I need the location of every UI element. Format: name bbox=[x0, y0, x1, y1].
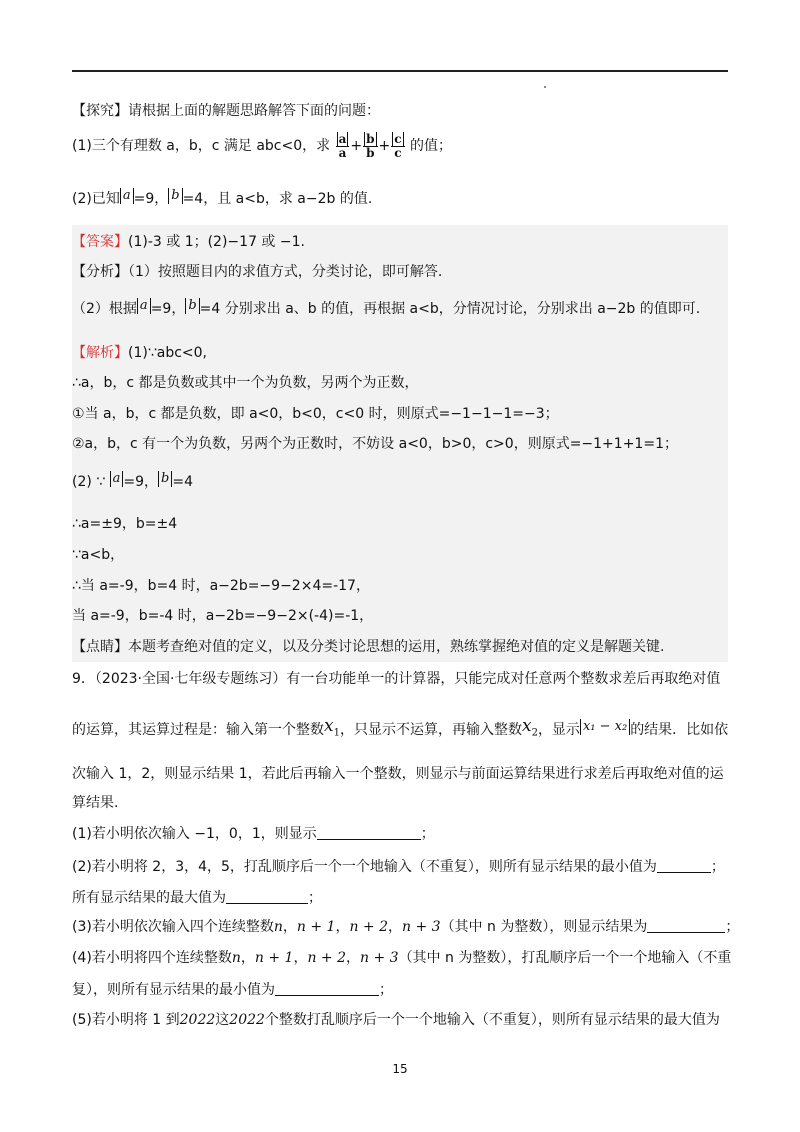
problem9-line1: 9．（2023·全国·七年级专题练习）有一台功能单一的计算器，只能完成对任意两个整数求差后再取绝对值 bbox=[72, 671, 721, 687]
abs-a: a bbox=[120, 188, 134, 204]
term-n-plus-2: n + 2 bbox=[349, 919, 388, 935]
answer-text: (1)-3 或 1；(2)−17 或 −1. bbox=[128, 234, 305, 250]
answer-blank[interactable] bbox=[226, 889, 308, 904]
fraction-c: $\frac{c}{c}$ bbox=[391, 133, 404, 160]
page-number: 15 bbox=[392, 1062, 408, 1076]
analysis-line1: 【分析】（1）按照题目内的求值方式，分类讨论，即可解答. bbox=[72, 264, 443, 280]
solution-label: 【解析】 bbox=[72, 345, 128, 361]
problem9-line2: 的运算，其运算过程是：输入第一个整数$x_1$，只显示不运算，再输入整数$x_2$，显示 x₁ − x₂ 的结果．比如依 bbox=[72, 716, 729, 739]
explore-q1 bbox=[72, 128, 452, 164]
fraction-b: $\frac{b}{b}$ bbox=[363, 133, 377, 160]
q1-tail: 的值； bbox=[410, 138, 453, 154]
answer-label: 【答案】 bbox=[72, 234, 128, 250]
problem9-q2b: 所有显示结果的最大值为 ； bbox=[72, 890, 322, 906]
problem9-q4: (4)若小明将四个连续整数n，n + 1，n + 2，n + 3（其中 n 为整数），打乱顺序后一个一个地输入（不重 bbox=[72, 950, 732, 966]
term-n-plus-3: n + 3 bbox=[360, 950, 399, 966]
abs-diff: x₁ − x₂ bbox=[580, 719, 630, 735]
solution-line2: ∴a，b，c 都是负数或其中一个为负数，另两个为正数， bbox=[72, 375, 419, 391]
solution-line8: ∴当 a=-9，b=4 时，a−2b=−9−2×4=-17， bbox=[72, 578, 370, 594]
solution-line9: 当 a=-9，b=-4 时，a−2b=−9−2×(-4)=-1， bbox=[72, 608, 374, 624]
problem9-q3: (3)若小明依次输入四个连续整数n，n + 1，n + 2，n + 3（其中 n 为整数），则显示结果为 ； bbox=[72, 919, 740, 935]
number-2022: 2022 bbox=[179, 1012, 216, 1028]
answer-blank[interactable] bbox=[647, 918, 725, 933]
problem9-line4: 算结果. bbox=[72, 795, 119, 811]
term-n-plus-1: n + 1 bbox=[296, 919, 336, 935]
explore-heading: 【探究】请根据上面的解题思路解答下面的问题： bbox=[72, 103, 380, 119]
number-2022: 2022 bbox=[229, 1012, 265, 1028]
problem9-q2: (2)若小明将 2，3，4，5，打乱顺序后一个一个地输入（不重复），则所有显示结果的最小值为 ； bbox=[72, 859, 725, 875]
var-x2: $x_2$ bbox=[521, 716, 538, 739]
abs-b: b bbox=[185, 298, 199, 314]
solution-line4: ②a，b，c 有一个为负数，另两个为正数时，不妨设 a<0，b>0，c>0，则原式=−1+1+1=1； bbox=[72, 436, 678, 452]
var-n: n bbox=[231, 950, 241, 966]
problem9-q5: (5)若小明将 1 到2022这2022个整数打乱顺序后一个一个地输入（不重复），则所有显示结果的最大值为 bbox=[72, 1012, 720, 1028]
term-n-plus-2: n + 2 bbox=[307, 950, 346, 966]
solution-line5: (2) ∵ a =9， b =4 bbox=[72, 471, 194, 490]
fraction-a: $\frac{a}{a}$ bbox=[336, 133, 350, 160]
q1-text: (1)三个有理数 a，b，c 满足 abc<0，求 bbox=[72, 138, 331, 154]
solution-comment: 【点睛】本题考查绝对值的定义，以及分类讨论思想的运用，熟练掌握绝对值的定义是解题关键. bbox=[72, 639, 665, 655]
abs-b: b bbox=[158, 471, 172, 487]
header-dot bbox=[544, 86, 546, 88]
problem9-q1: (1)若小明依次输入 −1，0，1，则显示 ； bbox=[72, 826, 435, 842]
solution-line3: ①当 a，b，c 都是负数，即 a<0，b<0，c<0 时，则原式=−1−1−1=−3； bbox=[72, 406, 559, 422]
plus-sign: + bbox=[350, 138, 363, 154]
header-rule bbox=[72, 70, 728, 72]
var-x1: $x_1$ bbox=[324, 716, 340, 739]
answer-blank[interactable] bbox=[317, 825, 421, 840]
problem9-line3: 次输入 1，2，则显示结果 1，若此后再输入一个整数，则显示与前面运算结果进行求差后再取绝对值的运 bbox=[72, 766, 724, 782]
problem9-q4b: 复），则所有显示结果的最小值为 ； bbox=[72, 982, 393, 998]
abs-b: b bbox=[168, 188, 182, 204]
explore-q2: (2)已知 a =9， b =4，且 a<b，求 a−2b 的值. bbox=[72, 188, 373, 207]
var-n: n bbox=[273, 919, 283, 935]
analysis-line2: （2）根据 a =9， b =4 分别求出 a、b 的值，再根据 a<b，分情况讨论，分别求出 a−2b 的值即可. bbox=[72, 298, 701, 317]
abs-a: a bbox=[137, 298, 151, 314]
abs-a: a bbox=[110, 471, 124, 487]
answer-line bbox=[72, 232, 305, 252]
solution-line6: ∴a=±9，b=±4 bbox=[72, 516, 178, 532]
answer-blank[interactable] bbox=[275, 981, 379, 996]
answer-blank[interactable] bbox=[657, 858, 711, 873]
term-n-plus-3: n + 3 bbox=[402, 919, 441, 935]
solution-line1: 【解析】(1)∵abc<0, bbox=[72, 345, 207, 361]
term-n-plus-1: n + 1 bbox=[254, 950, 294, 966]
plus-sign: + bbox=[378, 138, 391, 154]
solution-line7: ∵a<b， bbox=[72, 547, 125, 563]
